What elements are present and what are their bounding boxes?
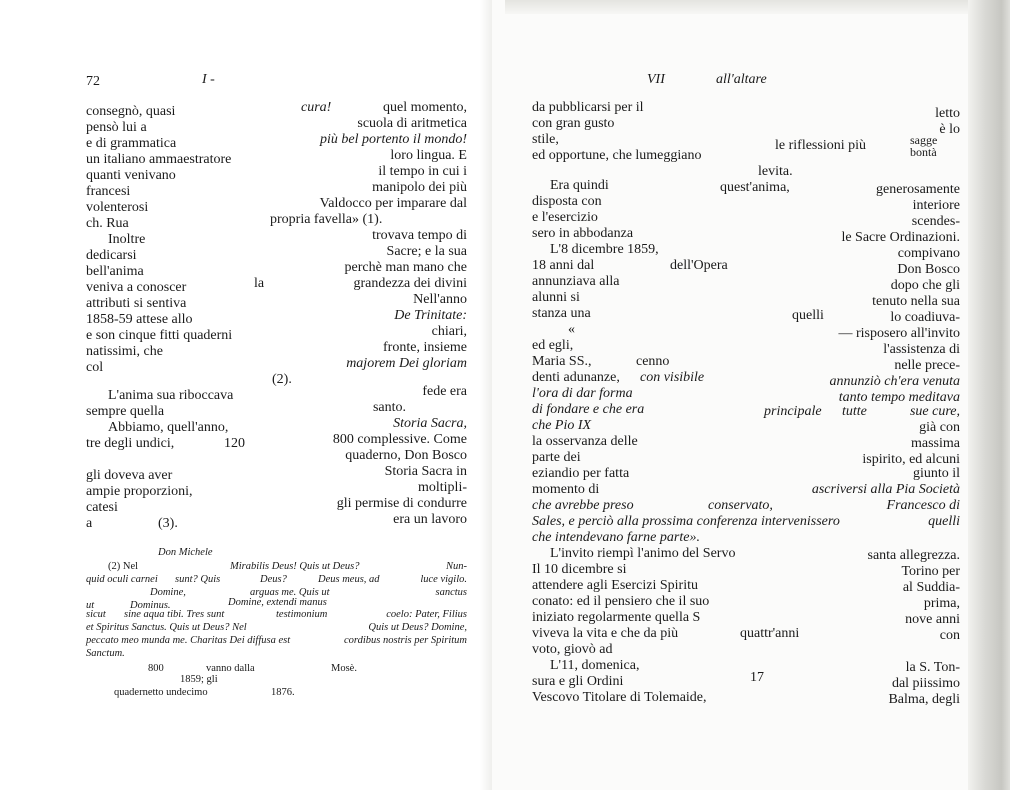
text-line: iniziato regolarmente quella S bbox=[532, 610, 701, 625]
text-line: 18 anni dal bbox=[532, 258, 595, 273]
text-line: attendere agli Esercizi Spiritu bbox=[532, 578, 698, 593]
text-line: Era quindi bbox=[550, 178, 609, 193]
text-line: quaderno, Don Bosco bbox=[345, 448, 467, 463]
running-title: all'altare bbox=[716, 72, 767, 87]
text-line: l'ora di dar forma bbox=[532, 386, 633, 401]
text-line: annunziava alla bbox=[532, 274, 620, 289]
text-line: disposta con bbox=[532, 194, 602, 209]
text-line: ed egli, bbox=[532, 338, 574, 353]
text-line: majorem Dei gloriam bbox=[346, 356, 467, 371]
text-line: e son cinque fitti quaderni bbox=[86, 328, 233, 343]
text-line: bell'anima bbox=[86, 264, 144, 279]
text-line: chiari, bbox=[431, 324, 467, 339]
text-line: prima, bbox=[923, 596, 960, 611]
text-line: Don Bosco bbox=[897, 262, 960, 277]
text-line: principale bbox=[764, 404, 822, 419]
text-line: scuola di aritmetica bbox=[357, 116, 467, 131]
text-line: di fondare e che era bbox=[532, 402, 645, 417]
text-line: sagge bbox=[910, 133, 938, 147]
text-line: L'11, domenica, bbox=[550, 658, 640, 673]
footnote-line: 1876. bbox=[271, 687, 295, 698]
footnote-line: sicut bbox=[86, 609, 106, 620]
footnote-line: sanctus bbox=[435, 587, 467, 598]
footnote-line: ut bbox=[86, 600, 95, 611]
footnote-line: Quis ut Deus? Domine, bbox=[368, 622, 467, 633]
text-line: Storia Sacra, bbox=[393, 416, 467, 431]
text-line: dopo che gli bbox=[890, 278, 960, 293]
text-line: bontà bbox=[910, 145, 937, 159]
text-line: la osservanza delle bbox=[532, 434, 638, 449]
text-line: francesi bbox=[86, 184, 131, 199]
text-line: sempre quella bbox=[86, 404, 165, 419]
text-line: eziandio per fatta bbox=[532, 466, 630, 481]
text-line: ispirito, ed alcuni bbox=[862, 452, 960, 467]
footnote-line: 800 bbox=[148, 663, 164, 674]
text-line: scendes- bbox=[911, 214, 960, 229]
text-line: sue cure, bbox=[909, 404, 960, 419]
footnote-ref: (2). bbox=[272, 372, 292, 387]
footnote-line: vanno dalla bbox=[206, 663, 255, 674]
text-line: ampie proporzioni, bbox=[86, 484, 193, 499]
text-line: conservato, bbox=[708, 498, 773, 513]
footnote-line: coelo: Pater, Filius bbox=[386, 609, 467, 620]
chapter-heading: I - bbox=[202, 72, 215, 87]
footnote-line: testimonium bbox=[276, 609, 328, 620]
text-line: che Pio IX bbox=[532, 418, 592, 433]
text-line: natissimi, che bbox=[86, 344, 163, 359]
text-line: a bbox=[86, 516, 93, 531]
text-line: quanti venivano bbox=[86, 168, 176, 183]
text-line: conato: ed il pensiero che il suo bbox=[532, 594, 710, 609]
text-line: le Sacre Ordinazioni. bbox=[841, 230, 960, 245]
text-line: compivano bbox=[897, 246, 960, 261]
text-line: nelle prece- bbox=[894, 358, 960, 373]
footnote-line: Domine, extendi manus bbox=[228, 597, 327, 608]
footnote-line: Mosè. bbox=[331, 663, 357, 674]
text-line: dal piissimo bbox=[891, 676, 960, 691]
footnote-line: Nun- bbox=[446, 561, 467, 572]
text-line: veniva a conoscer bbox=[86, 280, 187, 295]
text-line: Nell'anno bbox=[413, 292, 467, 307]
text-line: Sales, e perciò alla prossima conferenza intervenissero bbox=[532, 514, 840, 529]
text-line: Inoltre bbox=[108, 232, 146, 247]
text-line: attributi si sentiva bbox=[86, 296, 187, 311]
text-line: già con bbox=[919, 420, 960, 435]
text-line: Valdocco per imparare dal bbox=[319, 196, 467, 211]
text-line: la bbox=[254, 276, 265, 291]
text-line: tre degli undici, bbox=[86, 436, 175, 451]
footnote-line: (2) Nel bbox=[108, 561, 139, 572]
text-line: massima bbox=[911, 436, 960, 451]
footnote-line: et Spiritus Sanctus. Quis ut Deus? Nel bbox=[86, 622, 247, 633]
text-line: col bbox=[86, 360, 104, 375]
text-line: è lo bbox=[939, 122, 960, 137]
footnote-line: Dominus. bbox=[130, 600, 171, 611]
text-line: viveva la vita e che da più bbox=[532, 626, 679, 641]
text-line: propria favella» (1). bbox=[270, 212, 383, 227]
text-line: più bel portento il mondo! bbox=[320, 132, 467, 147]
text-line: letto bbox=[935, 106, 960, 121]
text-line: gli permise di condurre bbox=[336, 496, 467, 511]
text-line: catesi bbox=[86, 500, 118, 515]
text-line: stanza una bbox=[532, 306, 591, 321]
text-line: quattr'anni bbox=[740, 626, 800, 641]
text-line: Torino per bbox=[901, 564, 960, 579]
text-line: 120 bbox=[224, 436, 245, 451]
text-line: consegnò, quasi bbox=[86, 104, 176, 119]
text-line: l'assistenza di bbox=[883, 342, 960, 357]
text-line: santo. bbox=[372, 400, 406, 415]
footnote-line: sunt? Quis bbox=[175, 574, 221, 585]
text-line: quel momento, bbox=[383, 100, 467, 115]
footnote-line: arguas me. Quis ut bbox=[250, 587, 330, 598]
text-line: tanto tempo meditava bbox=[838, 390, 960, 405]
text-line: Francesco di bbox=[886, 498, 960, 513]
text-line: giunto il bbox=[912, 466, 960, 481]
text-line: un italiano ammaestratore bbox=[86, 152, 232, 167]
text-line: pensò lui a bbox=[86, 120, 147, 135]
footnote-line: peccato meo munda me. Charitas Dei diffusa est bbox=[86, 635, 291, 646]
text-line: denti adunanze, bbox=[532, 370, 620, 385]
text-line: che avrebbe preso bbox=[532, 498, 634, 513]
footnote-line: luce vigilo. bbox=[420, 574, 467, 585]
footnote-line: Sanctum. bbox=[86, 648, 125, 659]
text-line: ascriversi alla Pia Società bbox=[811, 482, 960, 497]
footnote-line: cordibus nostris per Spiritum bbox=[344, 635, 467, 646]
text-line: « bbox=[568, 322, 575, 337]
text-line: volenterosi bbox=[86, 200, 149, 215]
text-line: nove anni bbox=[905, 612, 960, 627]
text-line: 1858-59 attese allo bbox=[86, 312, 193, 327]
text-line: Maria SS., bbox=[532, 354, 592, 369]
text-line: Vescovo Titolare di Tolemaide, bbox=[532, 690, 707, 705]
text-line: tutte bbox=[842, 404, 867, 419]
text-line: manipolo dei più bbox=[372, 180, 467, 195]
text-line: momento di bbox=[532, 482, 600, 497]
text-line: stile, bbox=[532, 132, 559, 147]
text-line: il tempo in cui i bbox=[378, 164, 467, 179]
footnote-line: 1859; gli bbox=[180, 674, 218, 685]
text-line: e l'esercizio bbox=[532, 210, 598, 225]
text-line: cura! bbox=[301, 100, 332, 115]
text-line: con bbox=[939, 628, 960, 643]
footnote-line: sine aqua tibi. Tres sunt bbox=[124, 609, 225, 620]
text-line: trovava tempo di bbox=[372, 228, 467, 243]
text-line: Storia Sacra in bbox=[384, 464, 467, 479]
text-line: parte dei bbox=[532, 450, 581, 465]
page-top-shadow bbox=[505, 0, 975, 14]
text-line: 17 bbox=[750, 670, 764, 685]
text-line: L'8 dicembre 1859, bbox=[550, 242, 659, 257]
text-line: L'invito riempì l'animo del Servo bbox=[550, 546, 736, 561]
text-line: e di grammatica bbox=[86, 136, 177, 151]
text-line: alunni si bbox=[532, 290, 580, 305]
text-line: dedicarsi bbox=[86, 248, 137, 263]
text-line: 800 complessive. Come bbox=[332, 432, 467, 447]
text-line: sura e gli Ordini bbox=[532, 674, 624, 689]
text-line: Il 10 dicembre si bbox=[532, 562, 627, 577]
text-line: ch. Rua bbox=[86, 216, 129, 231]
text-line: perchè man mano che bbox=[344, 260, 467, 275]
text-line: interiore bbox=[912, 198, 960, 213]
text-line: — risposero all'invito bbox=[838, 326, 960, 341]
left-page bbox=[0, 0, 492, 790]
right-page bbox=[492, 0, 1010, 790]
text-line: sero in abbodanza bbox=[532, 226, 634, 241]
text-line: generosamente bbox=[876, 182, 960, 197]
page-number: 72 bbox=[86, 74, 100, 89]
footnote-line: quid oculi carnei bbox=[86, 574, 158, 585]
footnote-ref: (3). bbox=[158, 516, 178, 531]
text-line: fronte, insieme bbox=[383, 340, 467, 355]
text-line: levita. bbox=[758, 164, 793, 179]
page-edge-shadow bbox=[968, 0, 1010, 790]
text-line: L'anima sua riboccava bbox=[108, 388, 234, 403]
text-line: le riflessioni più bbox=[775, 138, 866, 153]
footnote-line: Deus meus, ad bbox=[318, 574, 380, 585]
footnote-line: Don Michele bbox=[158, 547, 213, 558]
text-line: lo coadiuva- bbox=[890, 310, 960, 325]
text-line: ed opportune, che lumeggiano bbox=[532, 148, 702, 163]
text-line: voto, giovò ad bbox=[532, 642, 613, 657]
text-line: fede era bbox=[422, 384, 467, 399]
text-line: la S. Ton- bbox=[905, 660, 960, 675]
footnote-line: Deus? bbox=[260, 574, 287, 585]
footnote-line: Mirabilis Deus! Quis ut Deus? bbox=[230, 561, 360, 572]
text-line: Balma, degli bbox=[888, 692, 960, 707]
text-line: era un lavoro bbox=[393, 512, 467, 527]
chapter-number: VII bbox=[647, 72, 665, 87]
text-line: dell'Opera bbox=[670, 258, 728, 273]
text-line: cenno bbox=[636, 354, 670, 369]
text-line: con visibile bbox=[640, 370, 705, 385]
text-line: gli doveva aver bbox=[86, 468, 173, 483]
text-line: quelli bbox=[928, 514, 960, 529]
text-line: che intendevano farne parte». bbox=[532, 530, 700, 545]
text-line: quest'anima, bbox=[720, 180, 790, 195]
text-line: con gran gusto bbox=[532, 116, 615, 131]
text-line: tenuto nella sua bbox=[872, 294, 960, 309]
footnote-line: quadernetto undecimo bbox=[114, 687, 208, 698]
text-line: moltipli- bbox=[418, 480, 467, 495]
text-line: De Trinitate: bbox=[394, 308, 467, 323]
text-line: al Suddia- bbox=[902, 580, 960, 595]
text-line: da pubblicarsi per il bbox=[532, 100, 644, 115]
text-line: santa allegrezza. bbox=[867, 548, 960, 563]
text-line: Sacre; e la sua bbox=[386, 244, 467, 259]
text-line: Abbiamo, quell'anno, bbox=[108, 420, 229, 435]
footnote-line: Domine, bbox=[150, 587, 186, 598]
text-line: annunziò ch'era venuta bbox=[829, 374, 960, 389]
text-line: quelli bbox=[792, 308, 824, 323]
text-line: loro lingua. E bbox=[390, 148, 467, 163]
text-line: grandezza dei divini bbox=[353, 276, 467, 291]
